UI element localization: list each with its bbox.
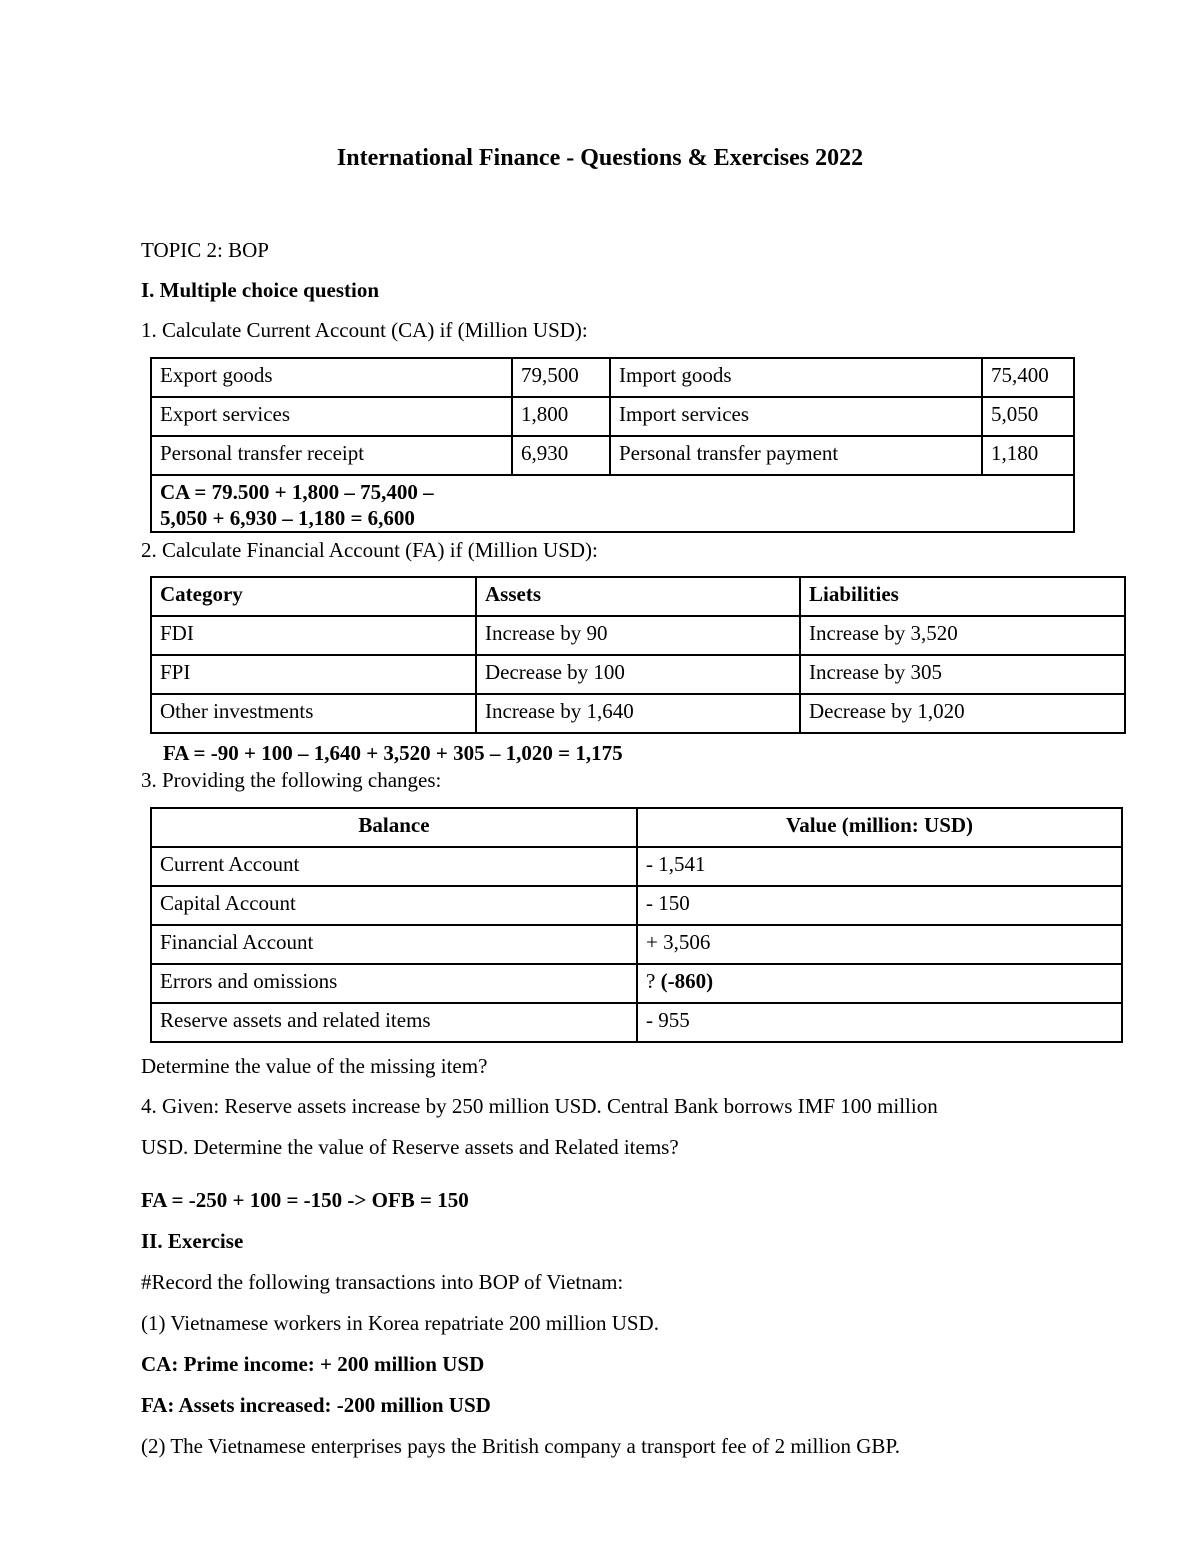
table-cell: Personal transfer receipt xyxy=(151,436,512,475)
table-row xyxy=(151,655,1125,694)
table-cell: Increase by 305 xyxy=(800,655,1125,694)
table-cell: Increase by 1,640 xyxy=(476,694,800,733)
table-header-row xyxy=(151,808,1122,847)
table-cell: 1,180 xyxy=(982,436,1074,475)
table-cell: 79,500 xyxy=(512,358,610,397)
table-row xyxy=(151,358,1074,397)
balance-table xyxy=(150,807,1123,1043)
table-row xyxy=(151,475,1074,532)
table-header-row xyxy=(151,577,1125,616)
table-cell: 6,930 xyxy=(512,436,610,475)
table-cell: - 955 xyxy=(637,1003,1122,1042)
table-cell: Current Account xyxy=(151,847,637,886)
table-row xyxy=(151,616,1125,655)
table-cell: Increase by 90 xyxy=(476,616,800,655)
table-cell: 75,400 xyxy=(982,358,1074,397)
section-exercise: II. Exercise xyxy=(141,1229,244,1253)
exercise-item-1: (1) Vietnamese workers in Korea repatriate 200 million USD. xyxy=(141,1311,659,1335)
ca-answer-line-1: CA = 79.500 + 1,800 – 75,400 – xyxy=(160,480,434,504)
table-cell: Increase by 3,520 xyxy=(800,616,1125,655)
question-3-followup: Determine the value of the missing item? xyxy=(141,1054,488,1078)
table-header-cell: Category xyxy=(151,577,476,616)
current-account-table xyxy=(150,357,1075,533)
section-multiple-choice: I. Multiple choice question xyxy=(141,278,380,302)
table-header-cell: Value (million: USD) xyxy=(637,808,1122,847)
table-cell: Decrease by 100 xyxy=(476,655,800,694)
table-row xyxy=(151,397,1074,436)
exercise-item-1-ca: CA: Prime income: + 200 million USD xyxy=(141,1352,485,1376)
table-cell: Financial Account xyxy=(151,925,637,964)
table-cell xyxy=(637,964,1122,1003)
table-cell: - 1,541 xyxy=(637,847,1122,886)
table-row xyxy=(151,1003,1122,1042)
table-cell: Export goods xyxy=(151,358,512,397)
question-3-prompt: 3. Providing the following changes: xyxy=(141,768,442,792)
ca-answer-line-2: 5,050 + 6,930 – 1,180 = 6,600 xyxy=(160,506,415,530)
table-row xyxy=(151,964,1122,1003)
financial-account-table xyxy=(150,576,1126,734)
errors-answer: (-860) xyxy=(660,969,714,993)
table-cell: Capital Account xyxy=(151,886,637,925)
table-cell: - 150 xyxy=(637,886,1122,925)
table-cell: Import goods xyxy=(610,358,982,397)
ca-answer-cell xyxy=(151,475,1074,532)
table-cell: Reserve assets and related items xyxy=(151,1003,637,1042)
fa-answer: FA = -90 + 100 – 1,640 + 3,520 + 305 – 1,020 = 1,175 xyxy=(163,741,623,765)
document-title: International Finance - Questions & Exercises 2022 xyxy=(336,145,864,171)
table-cell: Personal transfer payment xyxy=(610,436,982,475)
question-1-prompt: 1. Calculate Current Account (CA) if (Million USD): xyxy=(141,318,588,342)
table-row xyxy=(151,847,1122,886)
table-header-cell: Balance xyxy=(151,808,637,847)
exercise-intro: #Record the following transactions into BOP of Vietnam: xyxy=(141,1270,624,1294)
table-cell: 1,800 xyxy=(512,397,610,436)
table-cell: Import services xyxy=(610,397,982,436)
exercise-item-2: (2) The Vietnamese enterprises pays the British company a transport fee of 2 million GBP. xyxy=(141,1434,901,1458)
table-row xyxy=(151,694,1125,733)
question-4-line-2: USD. Determine the value of Reserve assets and Related items? xyxy=(141,1135,679,1159)
table-cell: Errors and omissions xyxy=(151,964,637,1003)
table-cell: FDI xyxy=(151,616,476,655)
table-row xyxy=(151,925,1122,964)
topic-heading: TOPIC 2: BOP xyxy=(141,238,269,262)
table-cell: + 3,506 xyxy=(637,925,1122,964)
table-header-cell: Assets xyxy=(476,577,800,616)
table-cell: Decrease by 1,020 xyxy=(800,694,1125,733)
question-4-answer: FA = -250 + 100 = -150 -> OFB = 150 xyxy=(141,1188,469,1212)
table-cell: Other investments xyxy=(151,694,476,733)
question-2-prompt: 2. Calculate Financial Account (FA) if (Million USD): xyxy=(141,538,598,562)
table-header-cell: Liabilities xyxy=(800,577,1125,616)
missing-value-mark: ? xyxy=(646,969,661,993)
table-cell: 5,050 xyxy=(982,397,1074,436)
table-cell: FPI xyxy=(151,655,476,694)
question-4-line-1: 4. Given: Reserve assets increase by 250 million USD. Central Bank borrows IMF 100 million xyxy=(141,1094,938,1118)
exercise-item-1-fa: FA: Assets increased: -200 million USD xyxy=(141,1393,491,1417)
table-row xyxy=(151,436,1074,475)
table-cell: Export services xyxy=(151,397,512,436)
table-row xyxy=(151,886,1122,925)
